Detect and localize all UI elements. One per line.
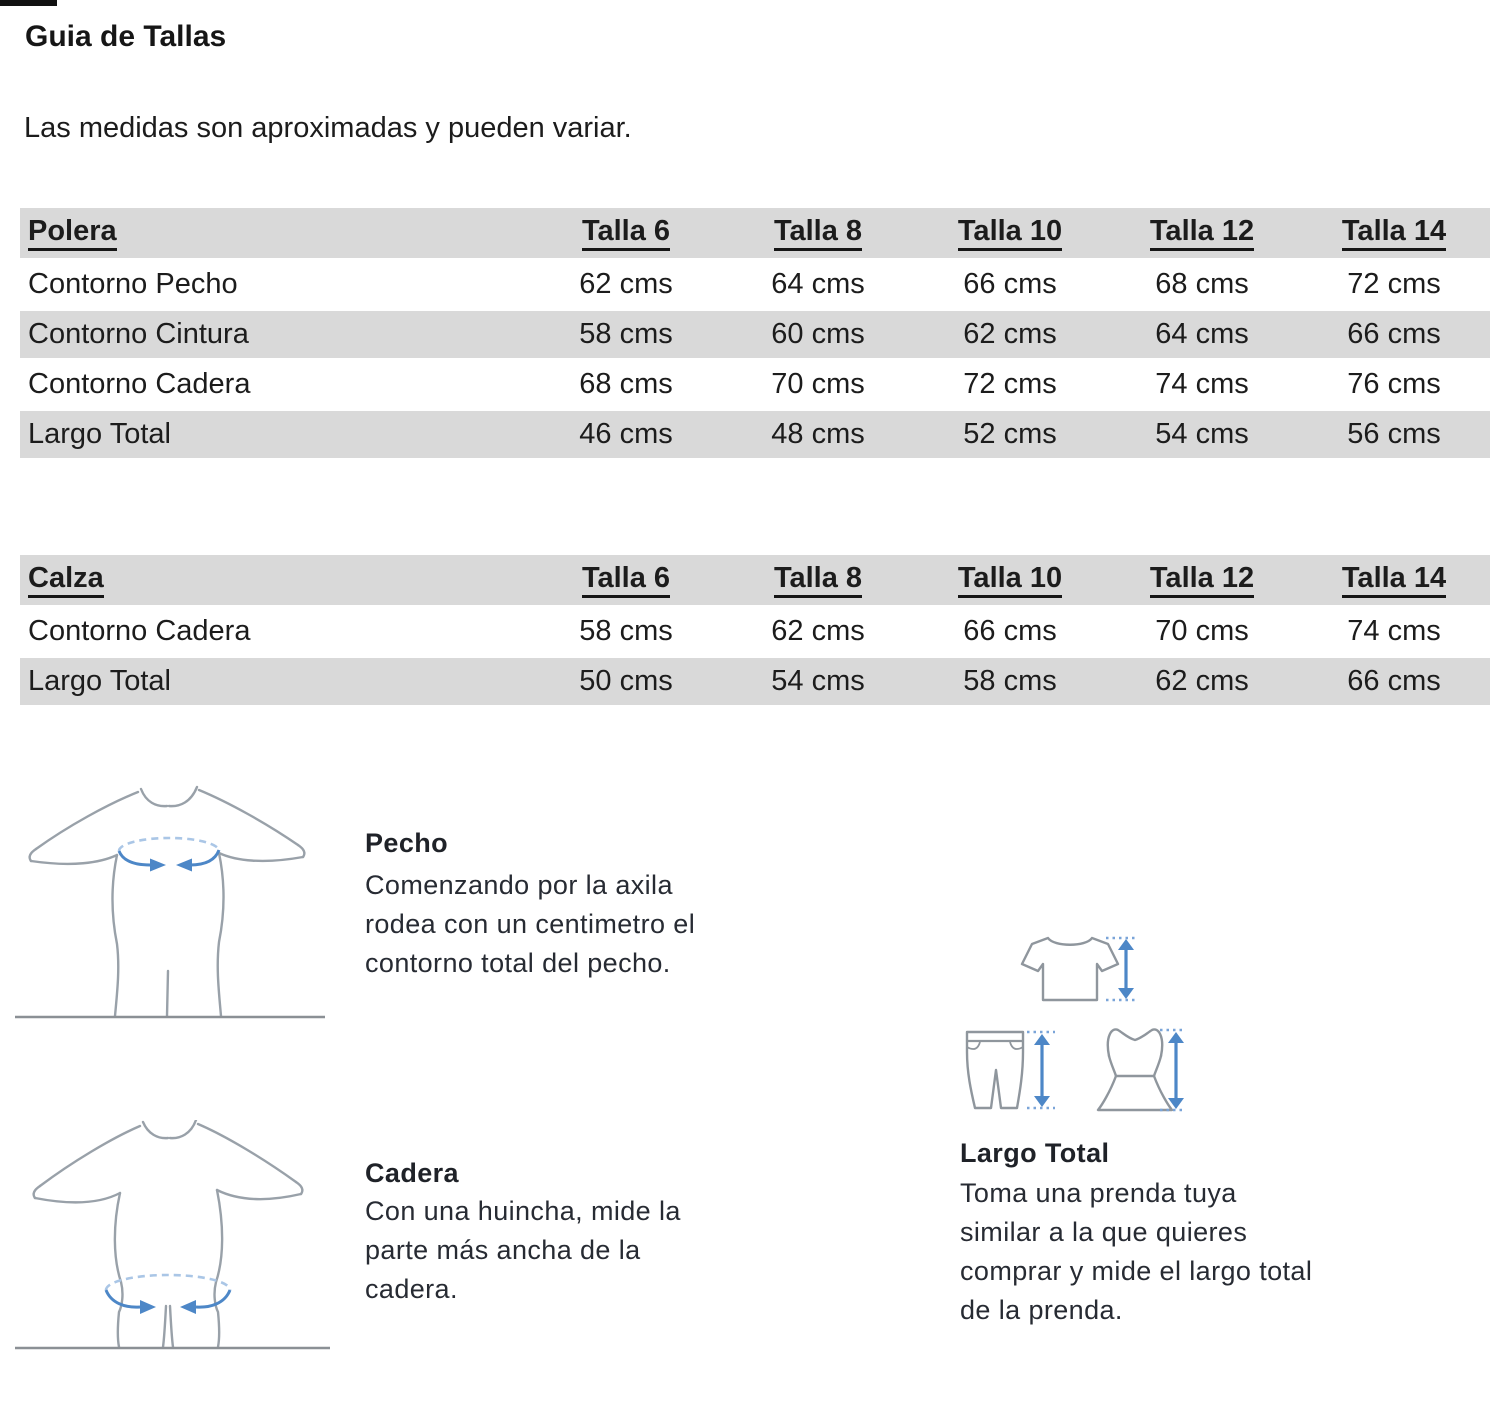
- size-header: Talla 12: [1150, 563, 1254, 599]
- table-row: [20, 658, 1490, 705]
- row-label: Contorno Cadera: [28, 615, 251, 647]
- size-header: Talla 8: [774, 563, 862, 599]
- guide-text-line: de la prenda.: [960, 1295, 1123, 1325]
- row-label: Largo Total: [28, 665, 171, 697]
- cell-value: 52 cms: [963, 418, 1057, 450]
- page-subtitle: Las medidas son aproximadas y pueden variar.: [24, 112, 632, 144]
- corner-crop-artifact: [0, 0, 57, 6]
- cell-value: 48 cms: [771, 418, 865, 450]
- guide-text-line: similar a la que quieres: [960, 1217, 1248, 1247]
- size-header: Talla 10: [958, 216, 1062, 252]
- pants-icon: [963, 1028, 1058, 1114]
- table-row: [20, 608, 1490, 655]
- body-hip-measure-figure: [0, 1120, 340, 1427]
- cell-value: 62 cms: [771, 615, 865, 647]
- row-label: Contorno Pecho: [28, 268, 238, 300]
- table-header-row: [20, 208, 1490, 258]
- guide-text-line: Toma una prenda tuya: [960, 1178, 1237, 1208]
- page-title: Guia de Tallas: [25, 20, 227, 53]
- table-row: [20, 261, 1490, 308]
- table-row: [20, 411, 1490, 458]
- cell-value: 62 cms: [963, 318, 1057, 350]
- cell-value: 56 cms: [1347, 418, 1441, 450]
- cell-value: 64 cms: [771, 268, 865, 300]
- guide-text-line: Comenzando por la axila: [365, 870, 673, 900]
- guide-heading-cadera: Cadera: [365, 1158, 459, 1188]
- cell-value: 66 cms: [963, 615, 1057, 647]
- size-header: Talla 8: [774, 216, 862, 252]
- cell-value: 66 cms: [1347, 665, 1441, 697]
- calza-size-table: [20, 555, 1490, 708]
- row-label: Contorno Cintura: [28, 318, 249, 350]
- row-label: Largo Total: [28, 418, 171, 450]
- cell-value: 66 cms: [963, 268, 1057, 300]
- cell-value: 54 cms: [1155, 418, 1249, 450]
- cell-value: 50 cms: [579, 665, 673, 697]
- cell-value: 54 cms: [771, 665, 865, 697]
- cell-value: 74 cms: [1155, 368, 1249, 400]
- cell-value: 58 cms: [963, 665, 1057, 697]
- guide-text-line: contorno total del pecho.: [365, 948, 671, 978]
- guide-heading-pecho: Pecho: [365, 828, 449, 858]
- table-row: [20, 311, 1490, 358]
- cell-value: 62 cms: [579, 268, 673, 300]
- row-label: Contorno Cadera: [28, 368, 251, 400]
- cell-value: 60 cms: [771, 318, 865, 350]
- size-header: Talla 12: [1150, 216, 1254, 252]
- cell-value: 58 cms: [579, 318, 673, 350]
- cell-value: 66 cms: [1347, 318, 1441, 350]
- guide-text-line: cadera.: [365, 1274, 458, 1304]
- guide-text-line: parte más ancha de la: [365, 1235, 641, 1265]
- cell-value: 76 cms: [1347, 368, 1441, 400]
- size-header: Talla 14: [1342, 216, 1446, 252]
- cell-value: 68 cms: [1155, 268, 1249, 300]
- cell-value: 72 cms: [963, 368, 1057, 400]
- cell-value: 68 cms: [579, 368, 673, 400]
- size-header: Talla 6: [582, 216, 670, 252]
- size-header: Talla 6: [582, 563, 670, 599]
- cell-value: 72 cms: [1347, 268, 1441, 300]
- tshirt-icon: [1018, 934, 1138, 1008]
- guide-text-line: Con una huincha, mide la: [365, 1196, 681, 1226]
- cell-value: 70 cms: [1155, 615, 1249, 647]
- table-header-row: [20, 555, 1490, 605]
- cell-value: 62 cms: [1155, 665, 1249, 697]
- polera-size-table: [20, 208, 1490, 461]
- guide-text-line: rodea con un centimetro el: [365, 909, 696, 939]
- guide-heading-largo-total: Largo Total: [960, 1138, 1110, 1168]
- table-row: [20, 361, 1490, 408]
- length-arrow-icon: [1027, 1032, 1055, 1108]
- product-name: Polera: [28, 216, 117, 252]
- guide-text-line: comprar y mide el largo total: [960, 1256, 1313, 1286]
- body-chest-measure-figure: [0, 762, 340, 1062]
- cell-value: 64 cms: [1155, 318, 1249, 350]
- cell-value: 58 cms: [579, 615, 673, 647]
- size-header: Talla 14: [1342, 563, 1446, 599]
- size-header: Talla 10: [958, 563, 1062, 599]
- cell-value: 74 cms: [1347, 615, 1441, 647]
- dress-icon: [1088, 1024, 1188, 1116]
- product-name: Calza: [28, 563, 104, 599]
- cell-value: 70 cms: [771, 368, 865, 400]
- cell-value: 46 cms: [579, 418, 673, 450]
